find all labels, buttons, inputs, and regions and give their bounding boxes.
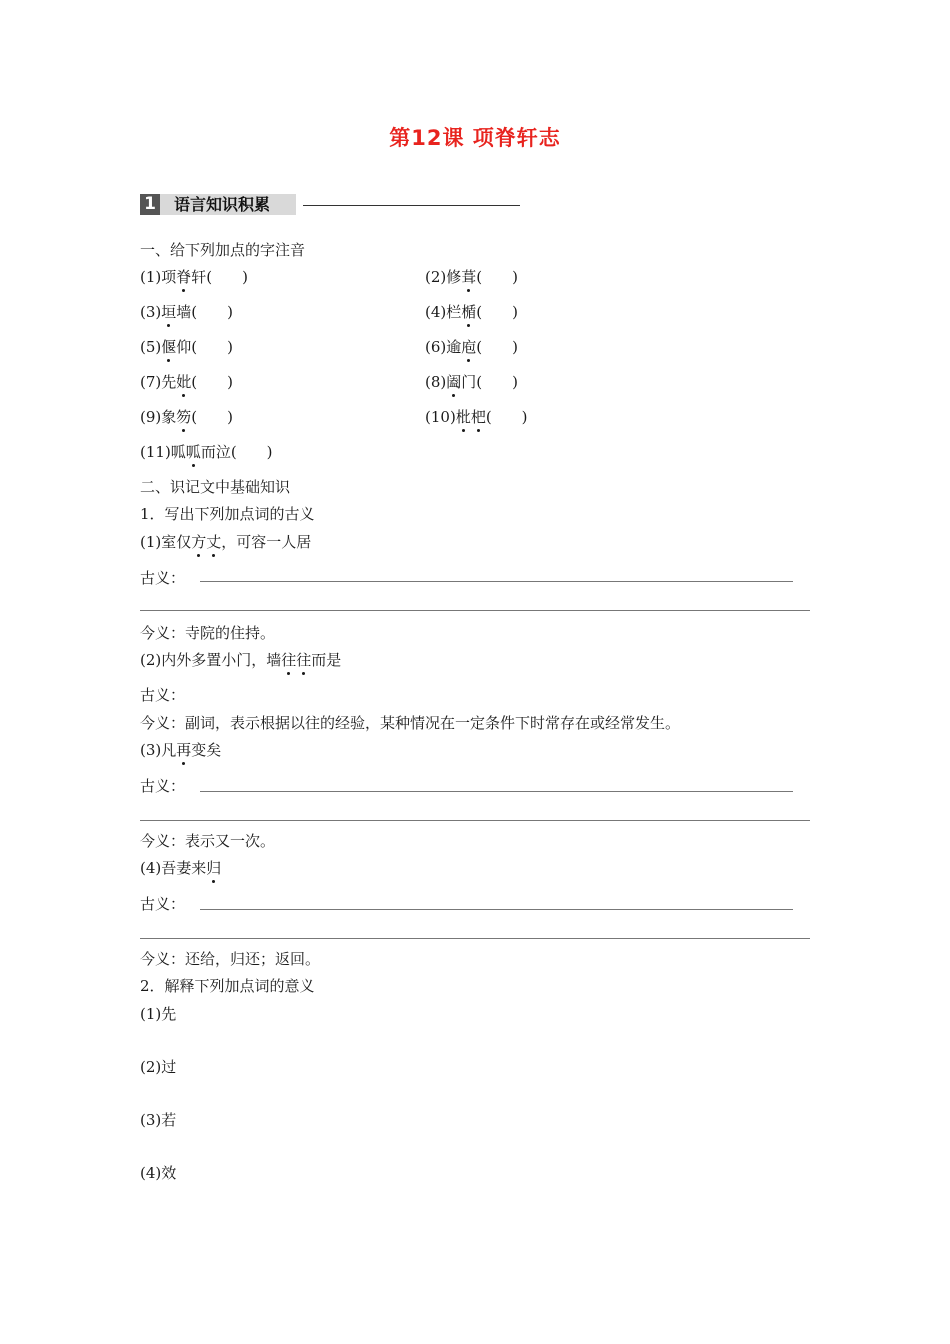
q1-heading: 1．写出下列加点词的古义 [140,505,315,523]
q1-item-2-jin: 今义：副词，表示根据以往的经验，某种情况在一定条件下时常存在或经常发生。 [140,714,681,732]
q2-item-2: (2)过 [140,1058,177,1076]
pinyin-item-7: (7)先妣( ) [140,373,233,391]
pinyin-item-10: (10)枇杷( ) [425,408,528,426]
pinyin-item-3: (3)垣墙( ) [140,303,233,321]
answer-line[interactable] [140,938,810,939]
answer-line[interactable] [140,610,810,611]
q1-item-1: (1)室仅方丈，可容一人居 [140,533,312,551]
q1-item-1-gu-label: 古义： [140,569,186,587]
q1-item-2: (2)内外多置小门，墙往往而是 [140,651,342,669]
pinyin-item-11: (11)呱呱而泣( ) [140,443,273,461]
q1-item-1-jin: 今义：寺院的住持。 [140,624,276,642]
q1-item-4: (4)吾妻来归 [140,859,222,877]
pinyin-item-6: (6)逾庖( ) [425,338,518,356]
answer-line[interactable] [140,820,810,821]
pinyin-item-5: (5)偃仰( ) [140,338,233,356]
q2-item-3: (3)若 [140,1111,177,1129]
section-number: 1 [140,194,160,215]
section-label: 语言知识积累 [160,194,296,215]
answer-line[interactable] [200,791,793,792]
section-header [140,191,520,217]
q1-item-3-jin: 今义：表示又一次。 [140,832,276,850]
answer-line[interactable] [200,909,793,910]
page-title: 第12课 项脊轩志 [389,126,561,150]
part1-heading: 一、给下列加点的字注音 [140,241,306,259]
pinyin-item-9: (9)象笏( ) [140,408,233,426]
answer-line[interactable] [200,581,793,582]
section-divider [303,205,520,206]
q1-item-2-gu-label: 古义： [140,686,186,704]
q1-item-3: (3)凡再变矣 [140,741,222,759]
q1-item-4-gu-label: 古义： [140,895,186,913]
part2-heading: 二、识记文中基础知识 [140,478,291,496]
q1-item-4-jin: 今义：还给，归还；返回。 [140,950,321,968]
q1-item-3-gu-label: 古义： [140,777,186,795]
pinyin-item-2: (2)修葺( ) [425,268,518,286]
q2-item-4: (4)效 [140,1164,177,1182]
pinyin-item-1: (1)项脊轩( ) [140,268,248,286]
q2-item-1: (1)先 [140,1005,177,1023]
q2-heading: 2．解释下列加点词的意义 [140,977,315,995]
pinyin-item-4: (4)栏楯( ) [425,303,518,321]
pinyin-item-8: (8)阖门( ) [425,373,518,391]
